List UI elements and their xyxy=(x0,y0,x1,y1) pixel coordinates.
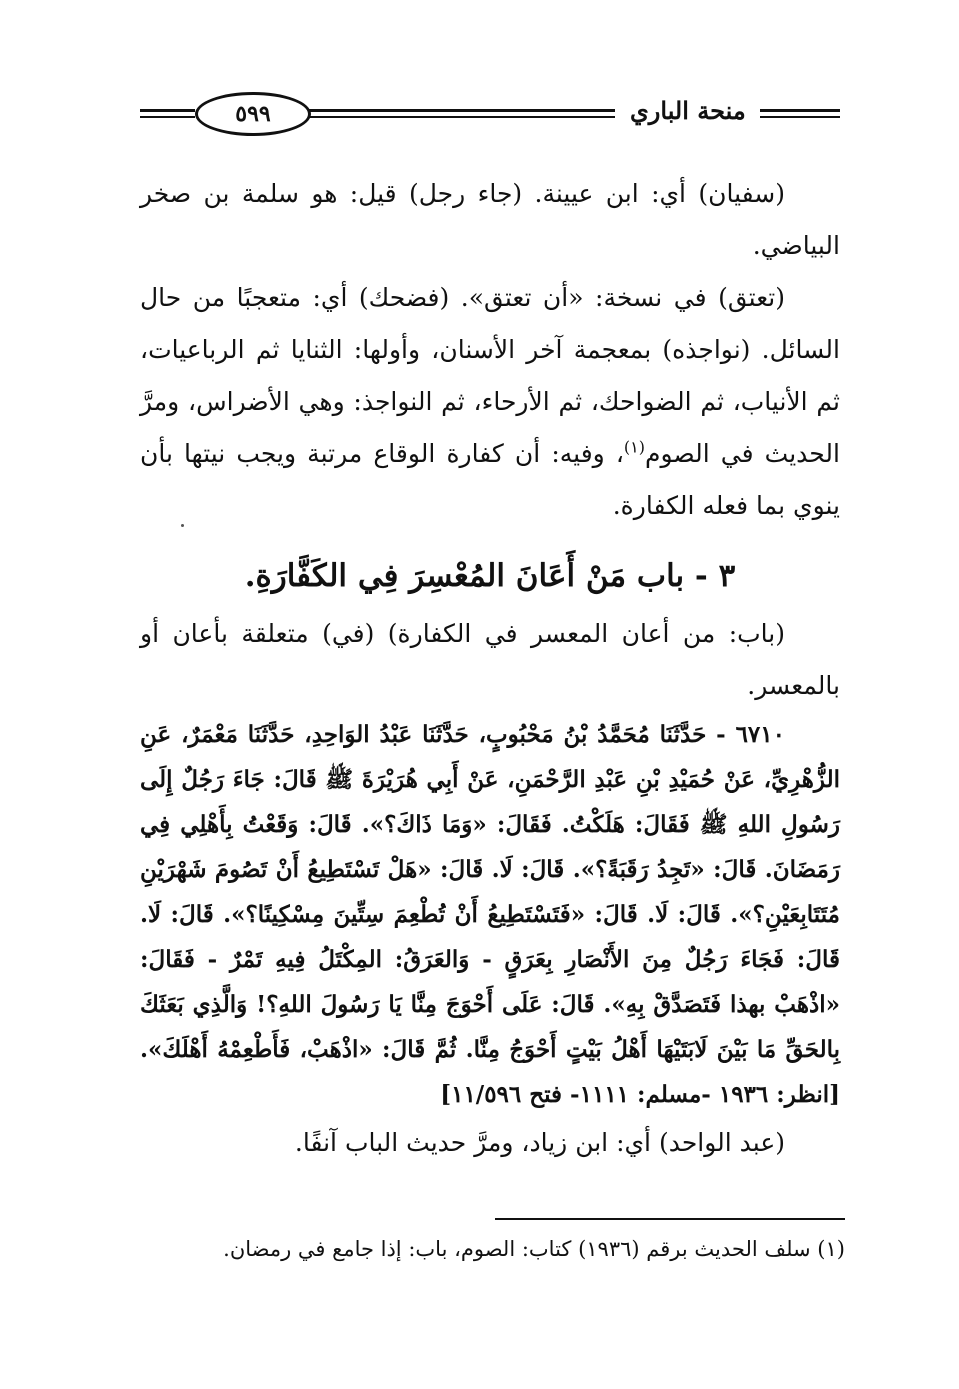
header-rule-left xyxy=(140,109,195,112)
header-rule-right xyxy=(760,109,840,112)
commentary-paragraph-1: (سفيان) أي: ابن عيينة. (جاء رجل) قيل: هو سلمة بن صخر البياضي. xyxy=(140,179,840,260)
page-header xyxy=(140,84,840,144)
chapter-commentary: (باب: من أعان المعسر في الكفارة) (في) متعلقة بأعان أو بالمعسر. xyxy=(140,619,840,700)
header-rule-middle xyxy=(305,109,615,112)
header-rule-middle-lower xyxy=(305,116,615,118)
header-rule-right-lower xyxy=(760,116,840,118)
commentary-paragraph-2-part-a: (تعتق) في نسخة: «أن تعتق». (فضحك) أي: متعجبًا من حال السائل. (نواجذه) بمعجمة آخر الأسنان، وأولها: الثنايا ثم الرباعيات، ثم الأنياب، ثم الضواحك، ثم الأرحاء، ثم النواجذ: وهي الأضراس، ومرَّ الحديث في الصوم xyxy=(140,283,840,468)
page-body xyxy=(140,168,840,1169)
header-rule-left-lower xyxy=(140,116,195,118)
page-number: ٥٩٩ xyxy=(195,92,311,136)
chapter-heading: ٣ - باب مَنْ أَعَانَ المُعْسِرَ فِي الكَفَّارَةِ. xyxy=(244,558,736,594)
footnote-separator xyxy=(495,1218,845,1220)
commentary-paragraph-2 xyxy=(140,272,840,532)
commentary-paragraph-2-part-b: ، وفيه: أن كفارة الوقاع مرتبة ويجب نيتها بأن ينوي بما فعله الكفارة. xyxy=(140,439,840,520)
hadith-text: ٦٧١٠ - حَدَّثَنَا مُحَمَّدُ بْنُ مَحْبُوبٍ، حَدَّثَنَا عَبْدُ الوَاحِدِ، حَدَّثَنَا مَعْمَرٌ، عَنِ الزُّهْرِيِّ، عَنْ حُمَيْدِ بْنِ عَبْدِ الرَّحْمَنِ، عَنْ أَبِي هُرَيْرَةَ ﷺ قَالَ: جَاءَ رَجُلٌ إِلَى رَسُولِ اللهِ ﷺ فَقَالَ: هَلَكْتُ. فَقَالَ: «وَمَا ذَاكَ؟». قَالَ: وَقَعْتُ بِأَهْلِي فِي رَمَضَانَ. قَالَ: «تَجِدُ رَقَبَةً؟». قَالَ: لَا. قَالَ: «هَلْ تَسْتَطِيعُ أَنْ تَصُومَ شَهْرَيْنِ مُتَتَابِعَيْنِ؟». قَالَ: لَا. قَالَ: «فَتَسْتَطِيعُ أَنْ تُطْعِمَ سِتِّينَ مِسْكِينًا؟». قَالَ: لَا. قَالَ: فَجَاءَ رَجُلٌ مِنَ الأَنْصَارِ بِعَرَقٍ - وَالعَرَقُ: المِكْتَلُ فِيهِ تَمْرٌ - فَقَالَ: «اذْهَبْ بهذا فَتَصَدَّقْ بِهِ». قَالَ: عَلَى أَحْوَجَ مِنَّا يَا رَسُولَ اللهِ؟! وَالَّذِي بَعَثَكَ بِالحَقِّ مَا بَيْنَ لَابَتَيْهَا أَهْلُ بَيْتٍ أَحْوَجُ مِنَّا. ثُمَّ قَالَ: «اذْهَبْ، فَأَطْعِمْهُ أَهْلَكَ». [انظر: ١٩٣٦ -مسلم: ١١١١- فتح ١١/٥٩٦] xyxy=(140,721,840,1108)
book-title: منحة الباري xyxy=(630,96,746,125)
footnote-reference: (١) xyxy=(623,437,646,457)
footnote: (١) سلف الحديث برقم (١٩٣٦) كتاب: الصوم، باب: إذا جامع في رمضان. xyxy=(223,1237,845,1261)
closing-commentary: (عبد الواحد) أي: ابن زياد، ومرَّ حديث الباب آنفًا. xyxy=(294,1128,785,1157)
